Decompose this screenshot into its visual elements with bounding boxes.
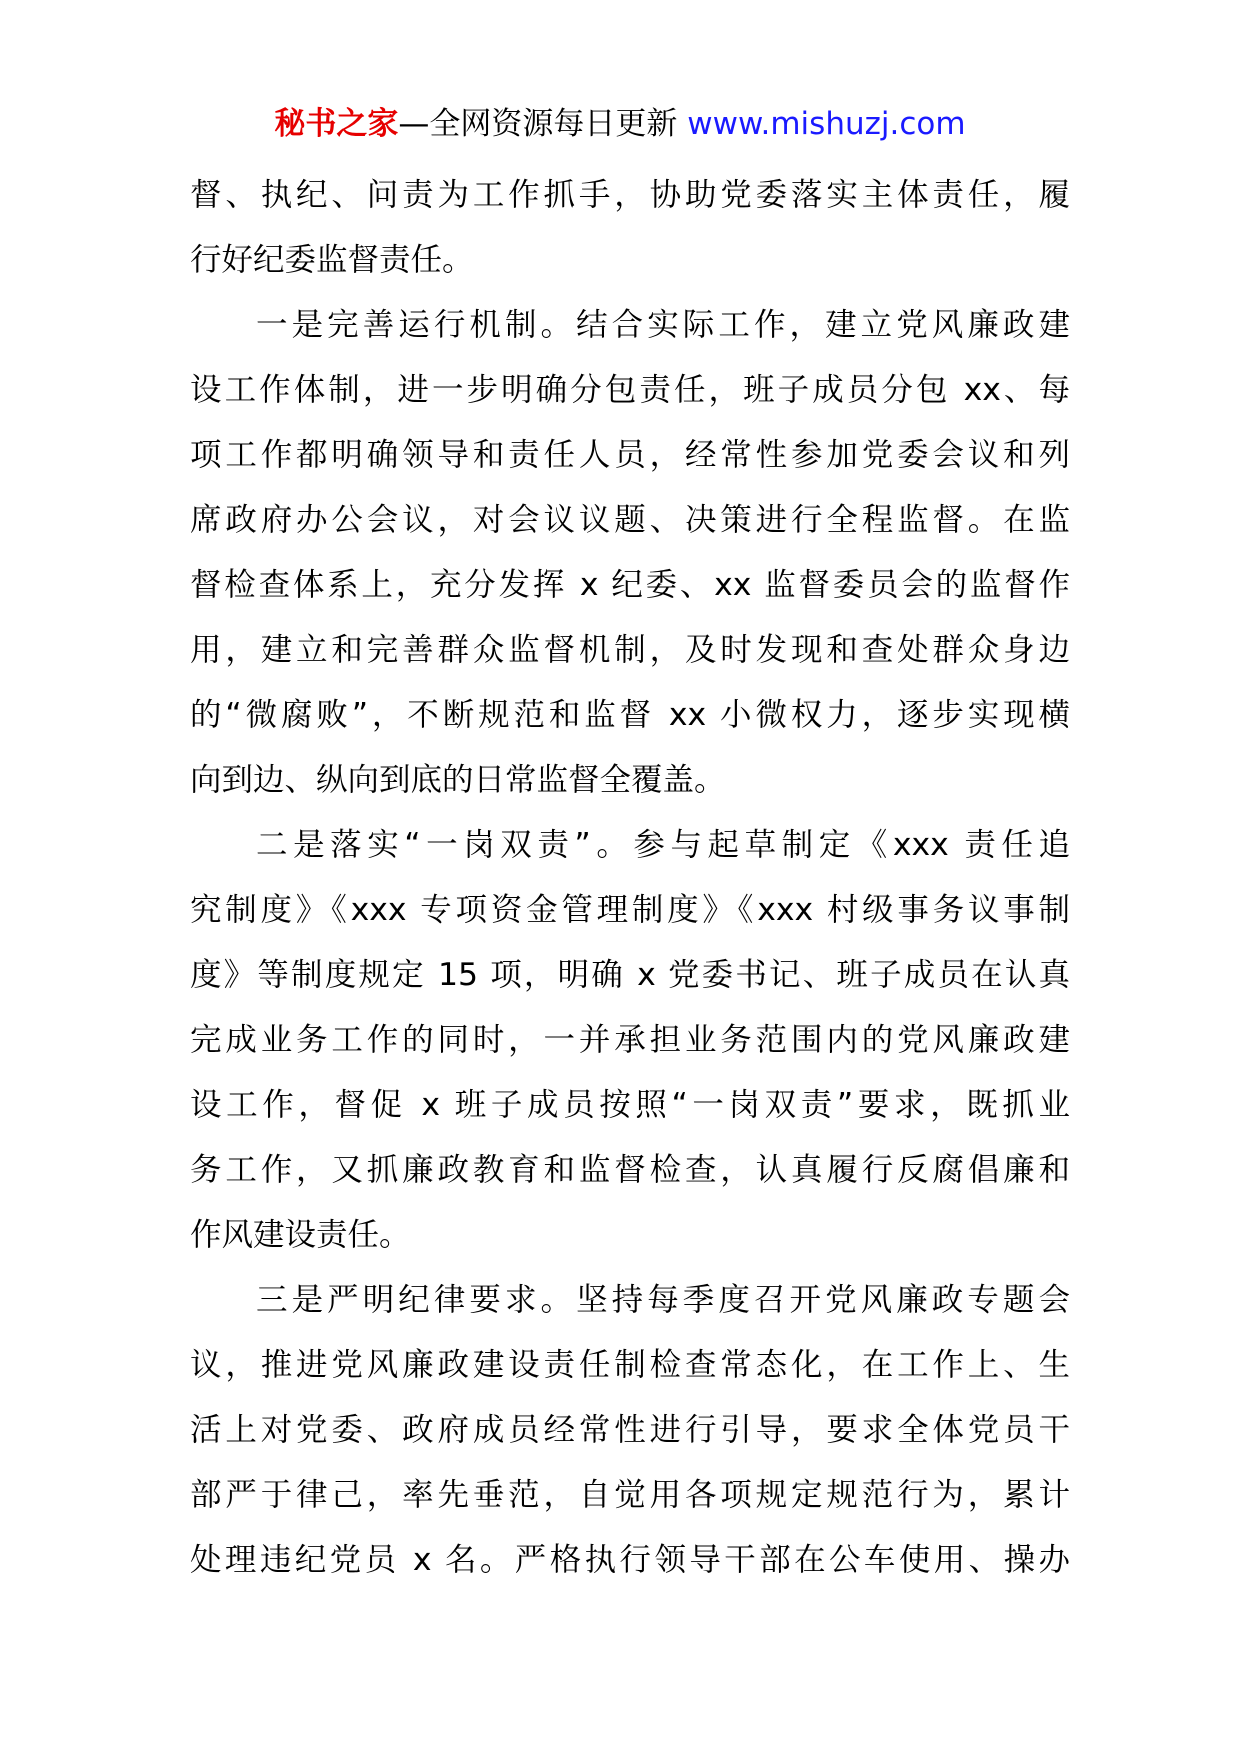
body-line: 向到边、纵向到底的日常监督全覆盖。: [190, 762, 726, 798]
body-line: 设工作体制，进一步明确分包责任，班子成员分包 xx、每: [190, 372, 1070, 408]
page-header: [0, 104, 1240, 144]
document-body: [190, 163, 1070, 1593]
body-line: 席政府办公会议，对会议议题、决策进行全程监督。在监: [190, 502, 1070, 538]
body-line: 究制度》《xxx 专项资金管理制度》《xxx 村级事务议事制: [190, 892, 1070, 928]
body-line: 度》等制度规定 15 项，明确 x 党委书记、班子成员在认真: [190, 957, 1070, 993]
body-line: 设工作，督促 x 班子成员按照“一岗双责”要求，既抓业: [190, 1087, 1070, 1123]
body-line: 项工作都明确领导和责任人员，经常性参加党委会议和列: [190, 437, 1070, 473]
body-line: 作风建设责任。: [190, 1217, 411, 1253]
paragraph-start-line: 一是完善运行机制。结合实际工作，建立党风廉政建: [256, 307, 1070, 343]
body-line: 完成业务工作的同时，一并承担业务范围内的党风廉政建: [190, 1022, 1070, 1058]
paragraph-start-line: 二是落实“一岗双责”。参与起草制定《xxx 责任追: [256, 827, 1070, 863]
paragraph-start-line: 三是严明纪律要求。坚持每季度召开党风廉政专题会: [256, 1282, 1070, 1318]
body-line: 处理违纪党员 x 名。严格执行领导干部在公车使用、操办: [190, 1542, 1070, 1578]
header-tagline: —全网资源每日更新: [398, 106, 688, 142]
body-line: 活上对党委、政府成员经常性进行引导，要求全体党员干: [190, 1412, 1070, 1448]
body-line: 议，推进党风廉政建设责任制检查常态化，在工作上、生: [190, 1347, 1070, 1383]
body-line: 的“微腐败”，不断规范和监督 xx 小微权力，逐步实现横: [190, 697, 1070, 733]
body-line: 务工作，又抓廉政教育和监督检查，认真履行反腐倡廉和: [190, 1152, 1070, 1188]
body-line: 督检查体系上，充分发挥 x 纪委、xx 监督委员会的监督作: [190, 567, 1070, 603]
body-line: 督、执纪、问责为工作抓手，协助党委落实主体责任，履: [190, 177, 1070, 213]
header-brand: 秘书之家: [274, 106, 399, 142]
body-line: 部严于律己，率先垂范，自觉用各项规定规范行为，累计: [190, 1477, 1070, 1513]
body-line: 用，建立和完善群众监督机制，及时发现和查处群众身边: [190, 632, 1070, 668]
body-line: 行好纪委监督责任。: [190, 242, 474, 278]
header-url[interactable]: www.mishuzj.com: [687, 106, 966, 142]
